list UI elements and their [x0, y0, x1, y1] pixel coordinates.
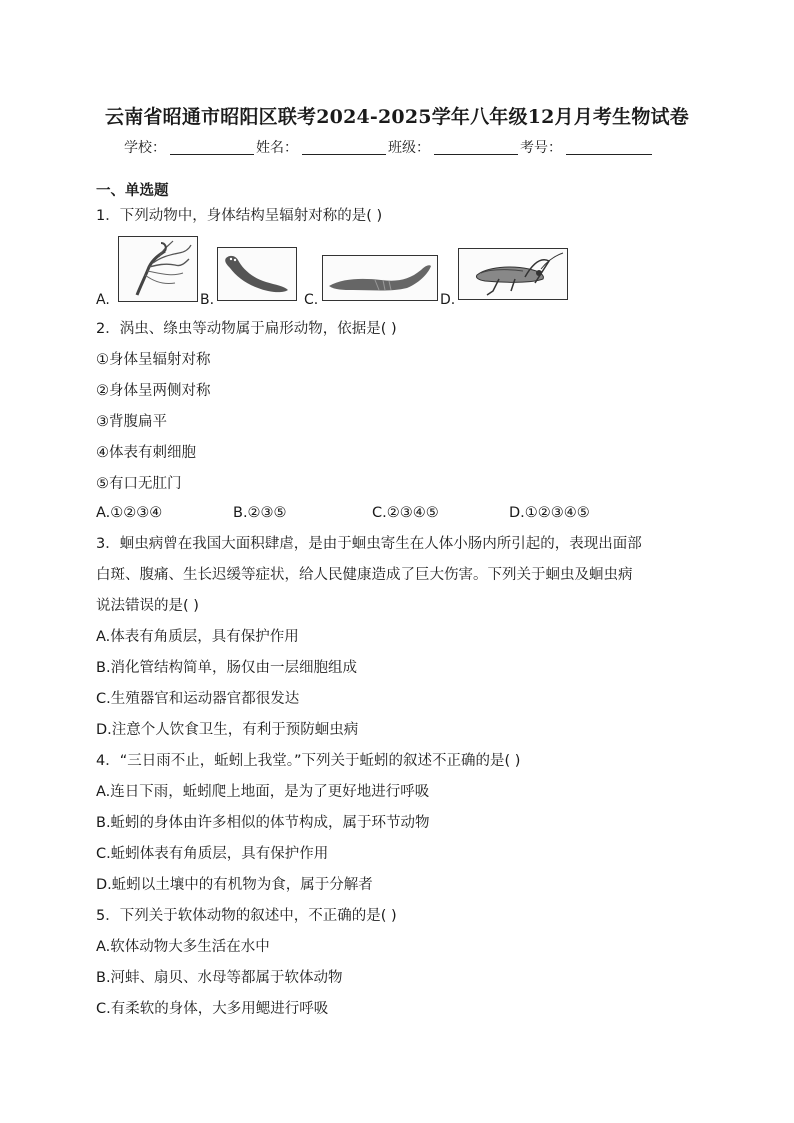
grasshopper-illustration	[459, 249, 567, 299]
q2-option-d[interactable]: D.①②③④⑤	[509, 505, 590, 521]
q1-options	[96, 232, 616, 308]
q3-stem-line-2: 白斑、腹痛、生长迟缓等症状，给人民健康造成了巨大伤害。下列关于蛔虫及蛔虫病	[96, 567, 633, 583]
exam-no-label: 考号：	[520, 140, 562, 156]
q4-option-a[interactable]: A.连日下雨，蚯蚓爬上地面，是为了更好地进行呼吸	[96, 784, 430, 800]
q1-label-a: A.	[96, 292, 110, 308]
q2-item-2: ②身体呈两侧对称	[96, 383, 211, 399]
q1-label-b: B.	[200, 292, 215, 308]
name-label: 姓名：	[256, 140, 298, 156]
q4-option-b[interactable]: B.蚯蚓的身体由许多相似的体节构成，属于环节动物	[96, 815, 430, 831]
q2-stem: 2．涡虫、绦虫等动物属于扁形动物，依据是( )	[96, 321, 397, 337]
q3-option-c[interactable]: C.生殖器官和运动器官都很发达	[96, 691, 300, 707]
q2-option-a[interactable]: A.①②③④	[96, 505, 163, 521]
q1-label-c: C.	[304, 292, 319, 308]
q2-option-c[interactable]: C.②③④⑤	[372, 505, 439, 521]
q1-image-d[interactable]	[458, 248, 568, 300]
name-blank[interactable]	[302, 140, 386, 155]
earthworm-illustration	[323, 256, 437, 300]
q1-stem: 1．下列动物中，身体结构呈辐射对称的是( )	[96, 208, 383, 224]
q2-item-5: ⑤有口无肛门	[96, 476, 182, 492]
q2-item-3: ③背腹扁平	[96, 414, 167, 430]
q5-option-a[interactable]: A.软体动物大多生活在水中	[96, 939, 270, 955]
q4-option-d[interactable]: D.蚯蚓以土壤中的有机物为食，属于分解者	[96, 877, 373, 893]
jellyfish-illustration	[119, 237, 197, 301]
q1-image-b[interactable]	[217, 247, 297, 301]
q3-stem-line-1: 3．蛔虫病曾在我国大面积肆虐，是由于蛔虫寄生在人体小肠内所引起的，表现出面部	[96, 536, 642, 552]
q3-option-b[interactable]: B.消化管结构简单，肠仅由一层细胞组成	[96, 660, 358, 676]
q4-option-c[interactable]: C.蚯蚓体表有角质层，具有保护作用	[96, 846, 329, 862]
exam-no-blank[interactable]	[566, 140, 652, 155]
class-blank[interactable]	[434, 140, 518, 155]
page-title: 云南省昭通市昭阳区联考2024-2025学年八年级12月月考生物试卷	[105, 106, 689, 128]
school-label: 学校：	[124, 140, 166, 156]
student-info-row	[124, 137, 654, 157]
q4-stem: 4．“三日雨不止，蚯蚓上我堂。”下列关于蚯蚓的叙述不正确的是( )	[96, 753, 521, 769]
q5-stem: 5．下列关于软体动物的叙述中，不正确的是( )	[96, 908, 397, 924]
planarian-illustration	[218, 248, 296, 300]
q5-option-c[interactable]: C.有柔软的身体，大多用鳃进行呼吸	[96, 1001, 329, 1017]
q3-option-d[interactable]: D.注意个人饮食卫生，有利于预防蛔虫病	[96, 722, 359, 738]
q1-label-d: D.	[440, 292, 456, 308]
school-blank[interactable]	[170, 140, 254, 155]
q5-option-b[interactable]: B.河蚌、扇贝、水母等都属于软体动物	[96, 970, 343, 986]
q2-item-1: ①身体呈辐射对称	[96, 352, 211, 368]
q1-image-a[interactable]	[118, 236, 198, 302]
q3-option-a[interactable]: A.体表有角质层，具有保护作用	[96, 629, 299, 645]
q2-option-b[interactable]: B.②③⑤	[233, 505, 287, 521]
q2-item-4: ④体表有刺细胞	[96, 445, 196, 461]
section-title: 一、单选题	[96, 183, 169, 199]
q3-stem-line-3: 说法错误的是( )	[96, 598, 199, 614]
class-label: 班级：	[388, 140, 430, 156]
q1-image-c[interactable]	[322, 255, 438, 301]
